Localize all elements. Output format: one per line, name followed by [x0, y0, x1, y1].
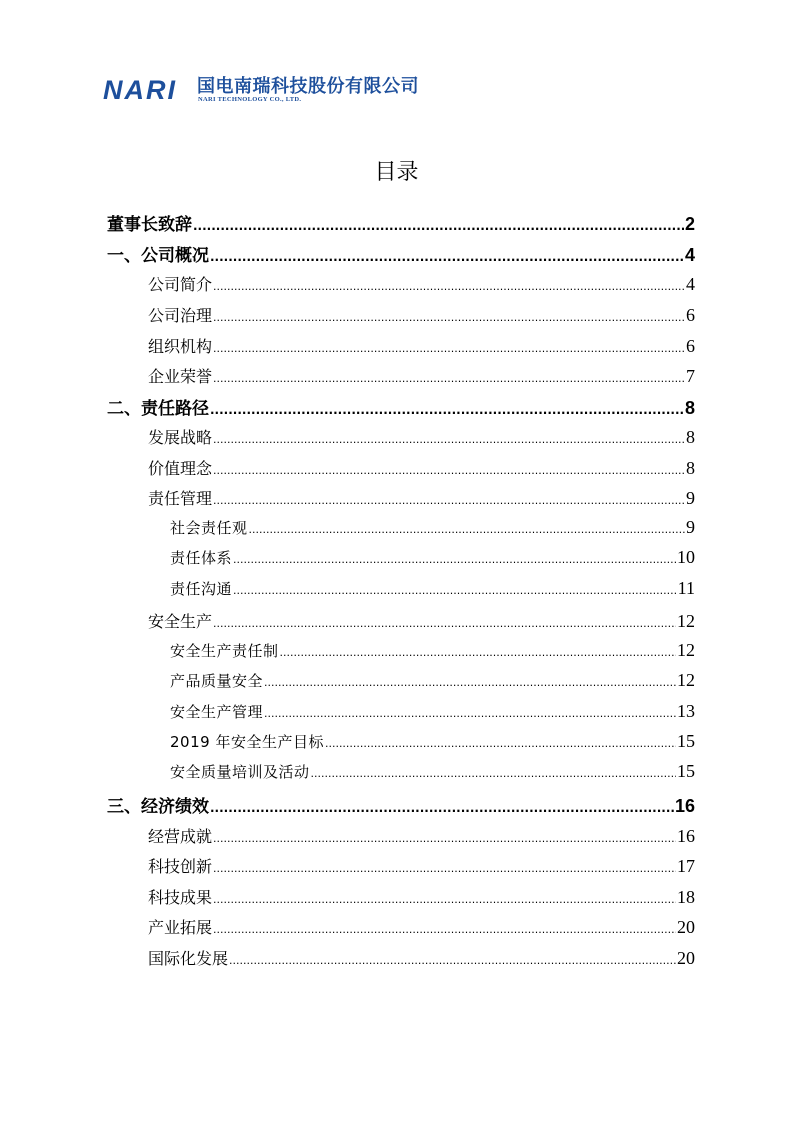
toc-entry-page: 16 — [674, 796, 695, 816]
toc-dot-leader — [233, 584, 677, 597]
toc-entry-page: 7 — [686, 366, 695, 386]
toc-entry[interactable] — [148, 364, 695, 388]
toc-dot-leader — [213, 342, 685, 355]
toc-dot-leader — [325, 737, 676, 750]
toc-entry-page: 20 — [677, 917, 695, 937]
toc-entry-label: 科技成果 — [148, 888, 213, 907]
toc-entry-page: 8 — [684, 398, 695, 418]
toc-dot-leader — [213, 433, 685, 446]
toc-entry-page: 2 — [684, 214, 695, 234]
toc-entry[interactable] — [148, 824, 695, 848]
toc-entry[interactable] — [170, 731, 695, 755]
toc-entry[interactable] — [148, 425, 695, 449]
toc-dot-leader — [311, 767, 676, 780]
toc-dot-leader — [210, 801, 674, 815]
toc-entry-page: 8 — [686, 458, 695, 478]
nari-logo: NARI — [103, 75, 177, 105]
toc-entry-label: 2019 年安全生产目标 — [170, 733, 324, 751]
toc-entry-label: 一、公司概况 — [107, 246, 209, 266]
toc-entry[interactable] — [148, 456, 695, 480]
toc-entry-label: 安全生产管理 — [170, 703, 264, 721]
toc-entry-page: 16 — [677, 826, 695, 846]
toc-entry-label: 安全生产 — [148, 612, 213, 631]
toc-entry-label: 责任管理 — [148, 489, 213, 508]
toc-entry-label: 产品质量安全 — [170, 672, 264, 690]
toc-entry-page: 12 — [677, 670, 695, 690]
toc-entry-label: 公司治理 — [148, 306, 213, 325]
toc-dot-leader — [213, 464, 685, 477]
toc-entry-page: 15 — [677, 731, 695, 751]
toc-entry[interactable] — [148, 334, 695, 358]
toc-dot-leader — [213, 862, 676, 875]
toc-dot-leader — [210, 403, 684, 417]
toc-entry-page: 9 — [686, 517, 695, 537]
toc-entry[interactable] — [107, 394, 695, 418]
toc-dot-leader — [213, 280, 685, 293]
toc-entry-label: 经营成就 — [148, 827, 213, 846]
toc-entry[interactable] — [170, 640, 695, 664]
toc-entry-label: 社会责任观 — [170, 519, 248, 537]
toc-dot-leader — [213, 372, 685, 385]
toc-dot-leader — [264, 676, 676, 689]
toc-entry[interactable] — [148, 915, 695, 939]
toc-dot-leader — [213, 893, 676, 906]
toc-entry-label: 三、经济绩效 — [107, 797, 209, 817]
toc-entry-label: 科技创新 — [148, 857, 213, 876]
toc-entry-page: 13 — [677, 701, 695, 721]
toc-dot-leader — [280, 646, 676, 659]
toc-entry[interactable] — [170, 761, 695, 785]
toc-entry[interactable] — [170, 670, 695, 694]
toc-entry-label: 董事长致辞 — [107, 215, 192, 235]
toc-entry[interactable] — [148, 303, 695, 327]
toc-entry[interactable] — [148, 946, 695, 970]
toc-entry[interactable] — [107, 792, 695, 816]
toc-entry-page: 12 — [677, 611, 695, 631]
toc-entry-label: 安全质量培训及活动 — [170, 763, 310, 781]
toc-entry-label: 二、责任路径 — [107, 399, 209, 419]
toc-dot-leader — [213, 832, 676, 845]
company-name-en: NARI TECHNOLOGY CO., LTD. — [198, 96, 302, 103]
toc-entry[interactable] — [107, 241, 695, 265]
toc-entry[interactable] — [148, 486, 695, 510]
toc-entry-label: 价值理念 — [148, 459, 213, 478]
toc-entry-page: 20 — [677, 948, 695, 968]
toc-entry-page: 10 — [677, 547, 695, 567]
toc-dot-leader — [213, 923, 676, 936]
toc-entry[interactable] — [170, 701, 695, 725]
toc-entry-label: 产业拓展 — [148, 918, 213, 937]
toc-entry-label: 企业荣誉 — [148, 367, 213, 386]
toc-entry-label: 组织机构 — [148, 337, 213, 356]
toc-dot-leader — [249, 523, 685, 536]
toc-entry-label: 国际化发展 — [148, 949, 229, 968]
toc-entry-page: 6 — [686, 336, 695, 356]
toc-entry[interactable] — [148, 885, 695, 909]
toc-entry-page: 17 — [677, 856, 695, 876]
toc-entry[interactable] — [170, 578, 695, 602]
toc-entry-label: 责任体系 — [170, 549, 233, 567]
toc-entry[interactable] — [107, 210, 695, 234]
toc-entry-page: 18 — [677, 887, 695, 907]
toc-dot-leader — [213, 311, 685, 324]
toc-entry-page: 6 — [686, 305, 695, 325]
toc-dot-leader — [193, 219, 684, 233]
toc-entry-page: 9 — [686, 488, 695, 508]
toc-entry[interactable] — [148, 854, 695, 878]
toc-dot-leader — [213, 494, 685, 507]
toc-entry[interactable] — [148, 272, 695, 296]
toc-entry[interactable] — [170, 517, 695, 541]
toc-entry[interactable] — [148, 609, 695, 633]
toc-entry-page: 8 — [686, 427, 695, 447]
toc-entry-page: 4 — [686, 274, 695, 294]
toc-dot-leader — [233, 553, 676, 566]
toc-entry-label: 责任沟通 — [170, 580, 233, 598]
toc-entry-page: 4 — [684, 245, 695, 265]
toc-dot-leader — [264, 707, 676, 720]
toc-entry-label: 公司简介 — [148, 275, 213, 294]
toc-entry-label: 发展战略 — [148, 428, 213, 447]
company-name-cn: 国电南瑞科技股份有限公司 — [197, 76, 419, 97]
page-title: 目录 — [374, 160, 419, 185]
toc-entry-page: 15 — [677, 761, 695, 781]
toc-entry[interactable] — [170, 547, 695, 571]
toc-dot-leader — [229, 954, 676, 967]
toc-dot-leader — [213, 617, 676, 630]
toc-entry-page: 11 — [677, 578, 695, 598]
company-header — [103, 74, 483, 110]
toc-entry-page: 12 — [677, 640, 695, 660]
toc-entry-label: 安全生产责任制 — [170, 642, 279, 660]
toc-dot-leader — [210, 250, 684, 264]
